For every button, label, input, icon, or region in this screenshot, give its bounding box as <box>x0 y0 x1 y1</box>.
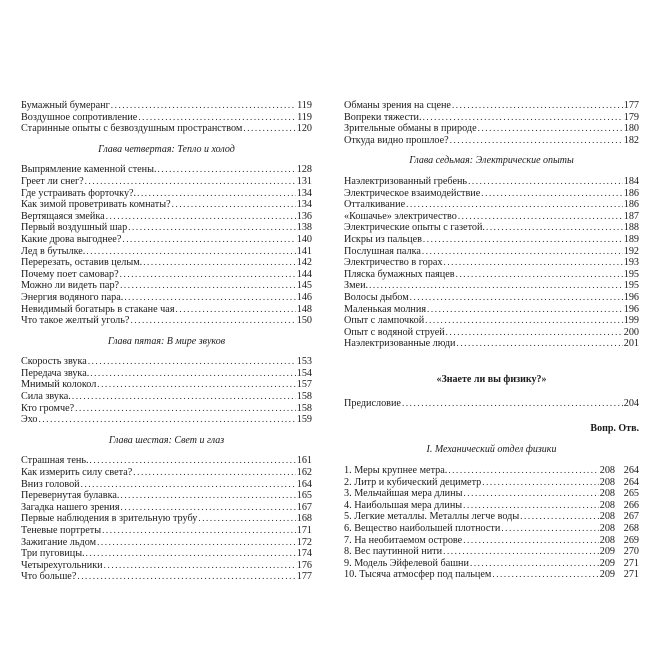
toc-entry[interactable] <box>21 234 312 246</box>
toc-entry[interactable] <box>21 269 312 281</box>
entry-page: 136 <box>296 210 312 222</box>
toc-entry[interactable] <box>21 560 312 572</box>
leader-dots <box>130 315 295 327</box>
entry-title: Какие дрова выгоднее? <box>21 233 122 245</box>
entry-title: Электрические опыты с газетой. <box>344 222 485 234</box>
leader-dots <box>120 490 295 502</box>
entry-title: Вертящаяся змейка <box>21 210 105 222</box>
toc-entry[interactable] <box>21 379 312 391</box>
toc-entry[interactable] <box>344 112 639 124</box>
entry-title: 6. Вещество наибольшей плотности <box>344 523 501 535</box>
entry-page: 141 <box>296 245 312 257</box>
entry-page: 158 <box>296 391 312 403</box>
question-page: 208 <box>599 534 615 546</box>
quiz-entry[interactable] <box>344 488 639 500</box>
toc-entry[interactable] <box>344 199 639 211</box>
leader-dots <box>121 502 296 514</box>
leader-dots <box>468 176 623 188</box>
quiz-entry[interactable] <box>344 511 639 523</box>
toc-group <box>21 356 312 426</box>
toc-entry[interactable] <box>21 211 312 223</box>
entry-page: 196 <box>623 303 639 315</box>
entry-title: Наэлектризованные люди <box>344 338 456 350</box>
leader-dots <box>158 164 296 176</box>
entry-title: Перерезать, оставив целым. <box>21 257 143 269</box>
entry-title: Предисловие <box>344 397 401 409</box>
question-page: 209 <box>599 557 615 569</box>
toc-entry[interactable] <box>21 100 312 112</box>
entry-page: 164 <box>296 478 312 490</box>
entry-page: 138 <box>296 222 312 234</box>
entry-page: 120 <box>296 123 312 135</box>
entry-title: Три пуговицы. <box>21 548 85 560</box>
entry-title: Первые наблюдения в зрительную трубу <box>21 513 198 525</box>
entry-page: 201 <box>623 338 639 350</box>
toc-entry[interactable] <box>344 398 639 410</box>
toc-entry[interactable] <box>21 479 312 491</box>
toc-entry[interactable] <box>344 234 639 246</box>
entry-title: Электрическое взаимодействие <box>344 187 481 199</box>
leader-dots <box>176 304 296 316</box>
leader-dots <box>458 211 623 223</box>
entry-page: 134 <box>296 187 312 199</box>
toc-entry[interactable] <box>344 257 639 269</box>
right-page <box>330 0 659 659</box>
entry-title: 5. Легкие металлы. Металлы легче воды <box>344 511 520 523</box>
entry-title: Опыт с лампочкой <box>344 315 425 327</box>
section-title: «Знаете ли вы физику?» <box>436 373 547 385</box>
answer-page: 270 <box>623 546 639 558</box>
toc-entry[interactable] <box>21 502 312 514</box>
entry-page: 144 <box>296 268 312 280</box>
entry-page: 162 <box>296 467 312 479</box>
toc-entry[interactable] <box>21 403 312 415</box>
entry-page: 146 <box>296 291 312 303</box>
entry-title: Зажигание льдом <box>21 536 97 548</box>
leader-dots <box>81 479 296 491</box>
entry-title: Маленькая молния <box>344 303 427 315</box>
toc-entry[interactable] <box>21 222 312 234</box>
entry-title: Электричество в горах <box>344 257 443 269</box>
entry-title: Скорость звука <box>21 356 87 368</box>
leader-dots <box>456 269 623 281</box>
entry-title: Кто громче? <box>21 402 75 414</box>
entry-title: 4. Наибольшая мера длины <box>344 499 463 511</box>
leader-dots <box>120 269 296 281</box>
toc-entry[interactable] <box>344 188 639 200</box>
toc-entry[interactable] <box>21 513 312 525</box>
entry-page: 148 <box>296 303 312 315</box>
entry-title: Невидимый богатырь в стакане чая <box>21 303 175 315</box>
entry-page: 186 <box>623 199 639 211</box>
leader-dots <box>86 548 296 560</box>
answer-page: 267 <box>623 511 639 523</box>
toc-entry[interactable] <box>344 123 639 135</box>
leader-dots <box>481 188 622 200</box>
leader-dots <box>88 356 296 368</box>
leader-dots <box>463 500 599 512</box>
leader-dots <box>422 246 623 258</box>
entry-title: Искры из пальцев <box>344 233 422 245</box>
leader-dots <box>369 280 623 292</box>
entry-page: 142 <box>296 257 312 269</box>
entry-page: 188 <box>623 222 639 234</box>
entry-page: 168 <box>296 513 312 525</box>
toc-entry[interactable] <box>344 304 639 316</box>
toc-group <box>344 176 639 350</box>
entry-page: 200 <box>623 326 639 338</box>
leader-dots <box>86 246 295 258</box>
entry-title: Можно ли видеть пар? <box>21 280 120 292</box>
entry-title: Загадка нашего зрения <box>21 501 120 513</box>
entry-title: Лед в бутылке. <box>21 245 86 257</box>
quiz-entry[interactable] <box>344 477 639 489</box>
entry-page: 157 <box>296 379 312 391</box>
leader-dots <box>486 222 623 234</box>
leader-dots <box>137 188 296 200</box>
entry-title: 7. На необитаемом острове <box>344 534 463 546</box>
entry-page: 172 <box>296 536 312 548</box>
entry-title: 1. Меры крупнее метра. <box>344 465 448 477</box>
entry-title: Перевернутая булавка. <box>21 490 120 502</box>
entry-title: Отталкивание <box>344 199 406 211</box>
left-page <box>0 0 329 659</box>
toc-entry[interactable] <box>21 391 312 403</box>
entry-page: 195 <box>623 268 639 280</box>
entry-title: Теневые портреты <box>21 525 102 536</box>
entry-page: 204 <box>623 397 639 409</box>
entry-title: 3. Мельчайшая мера длины <box>344 488 463 500</box>
toc-entry[interactable] <box>344 315 639 327</box>
toc-entry[interactable] <box>344 176 639 188</box>
toc-entry[interactable] <box>21 537 312 549</box>
leader-dots <box>423 234 623 246</box>
toc-entry[interactable] <box>21 123 312 135</box>
leader-dots <box>520 511 599 523</box>
entry-page: 192 <box>623 245 639 257</box>
entry-page: 128 <box>296 164 312 176</box>
leader-dots <box>143 257 296 269</box>
entry-title: Сила звука. <box>21 391 71 403</box>
entry-title: «Кошачье» электричество <box>344 210 457 222</box>
toc-entry[interactable] <box>21 176 312 188</box>
entry-title: Зрительные обманы в природе <box>344 123 477 135</box>
entry-page: 165 <box>296 490 312 502</box>
entry-page: 193 <box>623 257 639 269</box>
entry-page: 140 <box>296 233 312 245</box>
entry-title: Откуда видно прошлое? <box>344 134 449 146</box>
entry-page: 131 <box>296 175 312 187</box>
question-page: 208 <box>599 476 615 488</box>
leader-dots <box>243 123 295 135</box>
answer-page: 264 <box>623 476 639 488</box>
entry-page: 187 <box>623 210 639 222</box>
toc-entry[interactable] <box>344 222 639 234</box>
entry-title: Бумажный бумеранг <box>21 100 110 111</box>
quiz-entry[interactable] <box>344 535 639 547</box>
answer-page: 269 <box>623 534 639 546</box>
leader-dots <box>75 403 296 415</box>
leader-dots <box>448 465 598 477</box>
leader-dots <box>102 525 296 537</box>
entry-page: 182 <box>623 134 639 146</box>
leader-dots <box>457 338 623 350</box>
entry-title: Как зимой проветривать комнаты? <box>21 199 171 211</box>
quiz-entry[interactable] <box>344 523 639 535</box>
toc-entry[interactable] <box>344 100 639 112</box>
toc-entry[interactable] <box>21 548 312 560</box>
leader-dots <box>470 558 599 570</box>
toc-entry[interactable] <box>21 199 312 211</box>
quiz-entry[interactable] <box>344 558 639 570</box>
entry-page: 150 <box>296 315 312 327</box>
leader-dots <box>104 560 296 572</box>
leader-dots <box>111 100 296 112</box>
toc-entry[interactable] <box>21 414 312 426</box>
entry-page: 176 <box>296 559 312 571</box>
toc-entry[interactable] <box>21 112 312 124</box>
toc-entry[interactable] <box>21 356 312 368</box>
entry-title: Опыт с водяной струей <box>344 326 445 338</box>
question-page: 208 <box>599 465 615 477</box>
toc-group <box>21 455 312 583</box>
entry-title: Эхо <box>21 414 38 426</box>
entry-page: 174 <box>296 548 312 560</box>
section-heading: I. Механический отдел физики <box>426 444 557 456</box>
entry-title: Пляска бумажных паяцев <box>344 268 455 280</box>
entry-page: 119 <box>297 111 312 123</box>
leader-dots <box>427 304 623 316</box>
leader-dots <box>106 211 296 223</box>
toc-entry[interactable] <box>344 211 639 223</box>
leader-dots <box>72 391 296 403</box>
leader-dots <box>501 523 598 535</box>
entry-title: Послушная палка <box>344 245 421 257</box>
leader-dots <box>410 292 623 304</box>
entry-title: Старинные опыты с безвоздушным пространством <box>21 123 243 135</box>
chapter-heading: Глава четвертая: Тепло и холод <box>98 143 235 155</box>
entry-title: Что такое желтый уголь? <box>21 315 130 327</box>
toc-entry[interactable] <box>344 246 639 258</box>
toc-entry[interactable] <box>21 246 312 258</box>
leader-dots <box>97 379 295 391</box>
toc-entry[interactable] <box>21 467 312 479</box>
toc-group <box>21 100 312 135</box>
toc-entry[interactable] <box>21 525 312 537</box>
entry-title: Вопреки тяжести. <box>344 111 422 123</box>
leader-dots <box>406 199 623 211</box>
entry-title: Обманы зрения на сцене <box>344 100 451 111</box>
entry-title: Выпрямление каменной стены. <box>21 164 157 176</box>
leader-dots <box>443 257 622 269</box>
toc-entry[interactable] <box>21 571 312 583</box>
answer-page: 271 <box>623 569 639 581</box>
question-page: 209 <box>599 546 615 558</box>
leader-dots <box>138 112 296 124</box>
answer-page: 271 <box>623 557 639 569</box>
leader-dots <box>97 537 296 549</box>
leader-dots <box>120 280 296 292</box>
question-page: 208 <box>599 511 615 523</box>
leader-dots <box>85 176 296 188</box>
entry-page: 195 <box>623 280 639 292</box>
entry-title: Как измерить силу света? <box>21 467 133 479</box>
entry-page: 171 <box>296 525 312 536</box>
entry-title: Что больше? <box>21 571 77 583</box>
leader-dots <box>133 467 295 479</box>
leader-dots <box>423 112 623 124</box>
leader-dots <box>492 569 598 581</box>
entry-page: 186 <box>623 187 639 199</box>
entry-title: 10. Тысяча атмосфер под пальцем <box>344 569 492 581</box>
answer-page: 265 <box>623 488 639 500</box>
leader-dots <box>124 292 295 304</box>
entry-page: 196 <box>623 291 639 303</box>
leader-dots <box>172 199 296 211</box>
entry-title: Греет ли снег? <box>21 175 84 187</box>
right-toc-column <box>344 100 639 581</box>
quiz-entry[interactable] <box>344 500 639 512</box>
chapter-heading: Глава шестая: Свет и глаз <box>108 434 225 446</box>
entry-title: Первый воздушный шар <box>21 222 128 234</box>
entry-page: 184 <box>623 175 639 187</box>
toc-entry[interactable] <box>21 304 312 316</box>
leader-dots <box>463 488 598 500</box>
leader-dots <box>128 222 296 234</box>
entry-page: 179 <box>623 111 639 123</box>
entry-page: 180 <box>623 123 639 135</box>
leader-dots <box>450 135 623 147</box>
entry-title: Наэлектризованный гребень <box>344 175 468 187</box>
leader-dots <box>478 123 623 135</box>
entry-title: Мнимый колокол <box>21 379 97 391</box>
leader-dots <box>77 571 295 583</box>
toc-entry[interactable] <box>21 292 312 304</box>
answer-page: 266 <box>623 499 639 511</box>
toc-entry[interactable] <box>344 269 639 281</box>
quiz-entry[interactable] <box>344 546 639 558</box>
column-header: Вопр. Отв. <box>590 423 639 435</box>
left-toc-column <box>21 100 312 583</box>
entry-title: Передача звука. <box>21 367 90 379</box>
quiz-entry[interactable] <box>344 569 639 581</box>
leader-dots <box>463 535 599 547</box>
answer-page: 264 <box>623 465 639 477</box>
question-page: 209 <box>599 569 615 581</box>
toc-entry[interactable] <box>21 455 312 467</box>
entry-page: 159 <box>296 414 312 426</box>
question-page: 208 <box>599 499 615 511</box>
leader-dots <box>452 100 623 112</box>
entry-page: 154 <box>296 367 312 379</box>
answer-page: 268 <box>623 523 639 535</box>
question-page: 208 <box>599 488 615 500</box>
leader-dots <box>39 414 296 426</box>
entry-title: Почему поет самовар? <box>21 268 119 280</box>
entry-page: 177 <box>623 100 639 111</box>
toc-entry[interactable] <box>344 292 639 304</box>
toc-entry[interactable] <box>344 135 639 147</box>
entry-page: 153 <box>296 356 312 368</box>
toc-entry[interactable] <box>21 188 312 200</box>
leader-dots <box>482 477 598 489</box>
entry-title: Воздушное сопротивление <box>21 111 138 123</box>
leader-dots <box>90 368 295 380</box>
entry-page: 167 <box>296 501 312 513</box>
toc-entry[interactable] <box>21 164 312 176</box>
entry-title: Волосы дыбом <box>344 291 409 303</box>
leader-dots <box>443 546 599 558</box>
entry-title: Где устраивать форточку?. <box>21 187 137 199</box>
entry-title: 9. Модель Эйфелевой башни <box>344 557 469 569</box>
toc-entry[interactable] <box>344 280 639 292</box>
toc-group <box>21 164 312 326</box>
entry-page: 134 <box>296 199 312 211</box>
entry-title: Змеи. <box>344 280 369 292</box>
entry-page: 145 <box>296 280 312 292</box>
quiz-list <box>344 465 639 581</box>
entry-title: Энергия водяного пара. <box>21 291 124 303</box>
entry-page: 158 <box>296 402 312 414</box>
entry-title: 2. Литр и кубический дециметр <box>344 476 482 488</box>
leader-dots <box>122 234 295 246</box>
leader-dots <box>425 315 623 327</box>
entry-title: Четырехугольники <box>21 559 103 571</box>
entry-page: 119 <box>297 100 312 111</box>
toc-entry[interactable] <box>21 490 312 502</box>
toc-entry[interactable] <box>21 257 312 269</box>
leader-dots <box>90 455 296 467</box>
entry-page: 161 <box>296 455 312 467</box>
leader-dots <box>446 327 623 339</box>
entry-title: 8. Вес паутинной нити <box>344 546 443 558</box>
leader-dots <box>402 398 623 410</box>
question-page: 208 <box>599 523 615 535</box>
toc-entry[interactable] <box>21 315 312 327</box>
toc-entry[interactable] <box>344 327 639 339</box>
entry-page: 177 <box>296 571 312 583</box>
toc-entry[interactable] <box>21 368 312 380</box>
entry-page: 189 <box>623 233 639 245</box>
leader-dots <box>198 513 295 525</box>
entry-title: Вниз головой <box>21 478 80 490</box>
entry-title: Страшная тень. <box>21 455 89 467</box>
toc-entry[interactable] <box>21 280 312 292</box>
toc-entry[interactable] <box>344 338 639 350</box>
quiz-entry[interactable] <box>344 465 639 477</box>
entry-page: 199 <box>623 315 639 327</box>
chapter-heading: Глава седьмая: Электрические опыты <box>409 155 574 167</box>
chapter-heading: Глава пятая: В мире звуков <box>107 335 226 347</box>
toc-group <box>344 100 639 146</box>
